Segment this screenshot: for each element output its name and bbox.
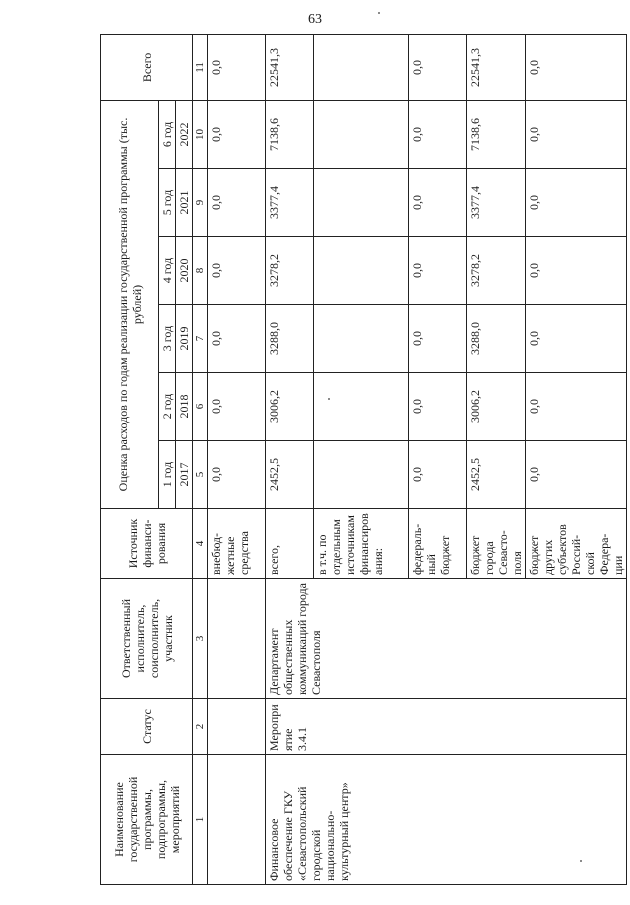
value-cell: 3377,4 xyxy=(467,169,526,237)
value-cell: 0,0 xyxy=(409,34,467,100)
year-label: 5 год xyxy=(159,169,176,237)
year-label: 6 год xyxy=(159,100,176,168)
column-number: 6 xyxy=(193,373,208,441)
rotated-table-container xyxy=(100,35,625,885)
value-cell xyxy=(314,34,409,100)
value-cell: 0,0 xyxy=(409,100,467,168)
column-number: 7 xyxy=(193,305,208,373)
value-cell: 0,0 xyxy=(526,305,627,373)
source-cell: бюджет города Севасто- поля xyxy=(467,509,526,579)
table-row xyxy=(266,34,314,884)
value-cell: 0,0 xyxy=(208,373,266,441)
value-cell: 0,0 xyxy=(526,169,627,237)
year-value: 2021 xyxy=(176,169,193,237)
value-cell: 0,0 xyxy=(526,237,627,305)
column-number: 1 xyxy=(193,755,208,885)
year-label: 2 год xyxy=(159,373,176,441)
source-cell: федераль- ный бюджет xyxy=(409,509,467,579)
header-source: Источник финанси- рования xyxy=(101,509,193,579)
value-cell xyxy=(314,100,409,168)
year-value: 2019 xyxy=(176,305,193,373)
column-number: 2 xyxy=(193,699,208,755)
year-value: 2018 xyxy=(176,373,193,441)
value-cell: 22541,3 xyxy=(467,34,526,100)
value-cell: 0,0 xyxy=(208,100,266,168)
header-name: Наименование государственной программы, подпрограммы, мероприятий xyxy=(101,755,193,885)
value-cell: 3278,2 xyxy=(266,237,314,305)
column-number: 5 xyxy=(193,441,208,509)
activity-name: Финансовое обеспечение ГКУ «Севастопольский городской национально-культурный центр» xyxy=(266,755,627,885)
activity-executor: Департамент общественных коммуникаций города Севастополя xyxy=(266,579,627,699)
budget-table xyxy=(100,34,627,885)
value-cell: 0,0 xyxy=(208,237,266,305)
scan-speck xyxy=(378,12,380,14)
value-cell: 0,0 xyxy=(526,441,627,509)
source-cell: внебюд- жетные средства xyxy=(208,509,266,579)
table-row xyxy=(208,34,266,884)
value-cell xyxy=(314,305,409,373)
value-cell: 2452,5 xyxy=(467,441,526,509)
scan-speck xyxy=(580,860,582,862)
value-cell: 0,0 xyxy=(409,373,467,441)
value-cell: 0,0 xyxy=(526,34,627,100)
activity-status: Мероприятие 3.4.1 xyxy=(266,699,627,755)
value-cell: 7138,6 xyxy=(266,100,314,168)
value-cell: 0,0 xyxy=(409,237,467,305)
value-cell: 3278,2 xyxy=(467,237,526,305)
column-number: 11 xyxy=(193,34,208,100)
year-label: 1 год xyxy=(159,441,176,509)
year-label: 3 год xyxy=(159,305,176,373)
value-cell: 0,0 xyxy=(208,441,266,509)
value-cell: 0,0 xyxy=(409,305,467,373)
value-cell: 3288,0 xyxy=(467,305,526,373)
year-value: 2022 xyxy=(176,100,193,168)
year-value: 2020 xyxy=(176,237,193,305)
value-cell: 3288,0 xyxy=(266,305,314,373)
year-value: 2017 xyxy=(176,441,193,509)
source-cell: всего, xyxy=(266,509,314,579)
value-cell xyxy=(314,169,409,237)
header-executor: Ответственный исполнитель, соисполнитель, участник xyxy=(101,579,193,699)
value-cell: 0,0 xyxy=(208,34,266,100)
year-label: 4 год xyxy=(159,237,176,305)
value-cell: 3006,2 xyxy=(467,373,526,441)
value-cell xyxy=(314,373,409,441)
value-cell: 3377,4 xyxy=(266,169,314,237)
header-estimate: Оценка расходов по годам реализации государственной программы (тыс. рублей) xyxy=(101,100,159,508)
value-cell: 0,0 xyxy=(526,373,627,441)
value-cell xyxy=(314,441,409,509)
column-number: 3 xyxy=(193,579,208,699)
page-number: 63 xyxy=(308,12,322,27)
scan-speck xyxy=(328,398,330,400)
value-cell: 0,0 xyxy=(409,441,467,509)
header-total: Всего xyxy=(101,34,193,100)
column-number: 8 xyxy=(193,237,208,305)
value-cell: 0,0 xyxy=(208,305,266,373)
value-cell: 3006,2 xyxy=(266,373,314,441)
value-cell: 0,0 xyxy=(208,169,266,237)
value-cell xyxy=(314,237,409,305)
source-cell: в т.ч. по отдельным источникам финансирования: xyxy=(314,509,409,579)
header-status: Статус xyxy=(101,699,193,755)
column-number: 10 xyxy=(193,100,208,168)
column-number: 9 xyxy=(193,169,208,237)
value-cell: 0,0 xyxy=(409,169,467,237)
value-cell: 7138,6 xyxy=(467,100,526,168)
value-cell: 22541,3 xyxy=(266,34,314,100)
value-cell: 0,0 xyxy=(526,100,627,168)
source-cell: бюджет других субъектов Россий- ской Федера- ции xyxy=(526,509,627,579)
column-number: 4 xyxy=(193,509,208,579)
value-cell: 2452,5 xyxy=(266,441,314,509)
